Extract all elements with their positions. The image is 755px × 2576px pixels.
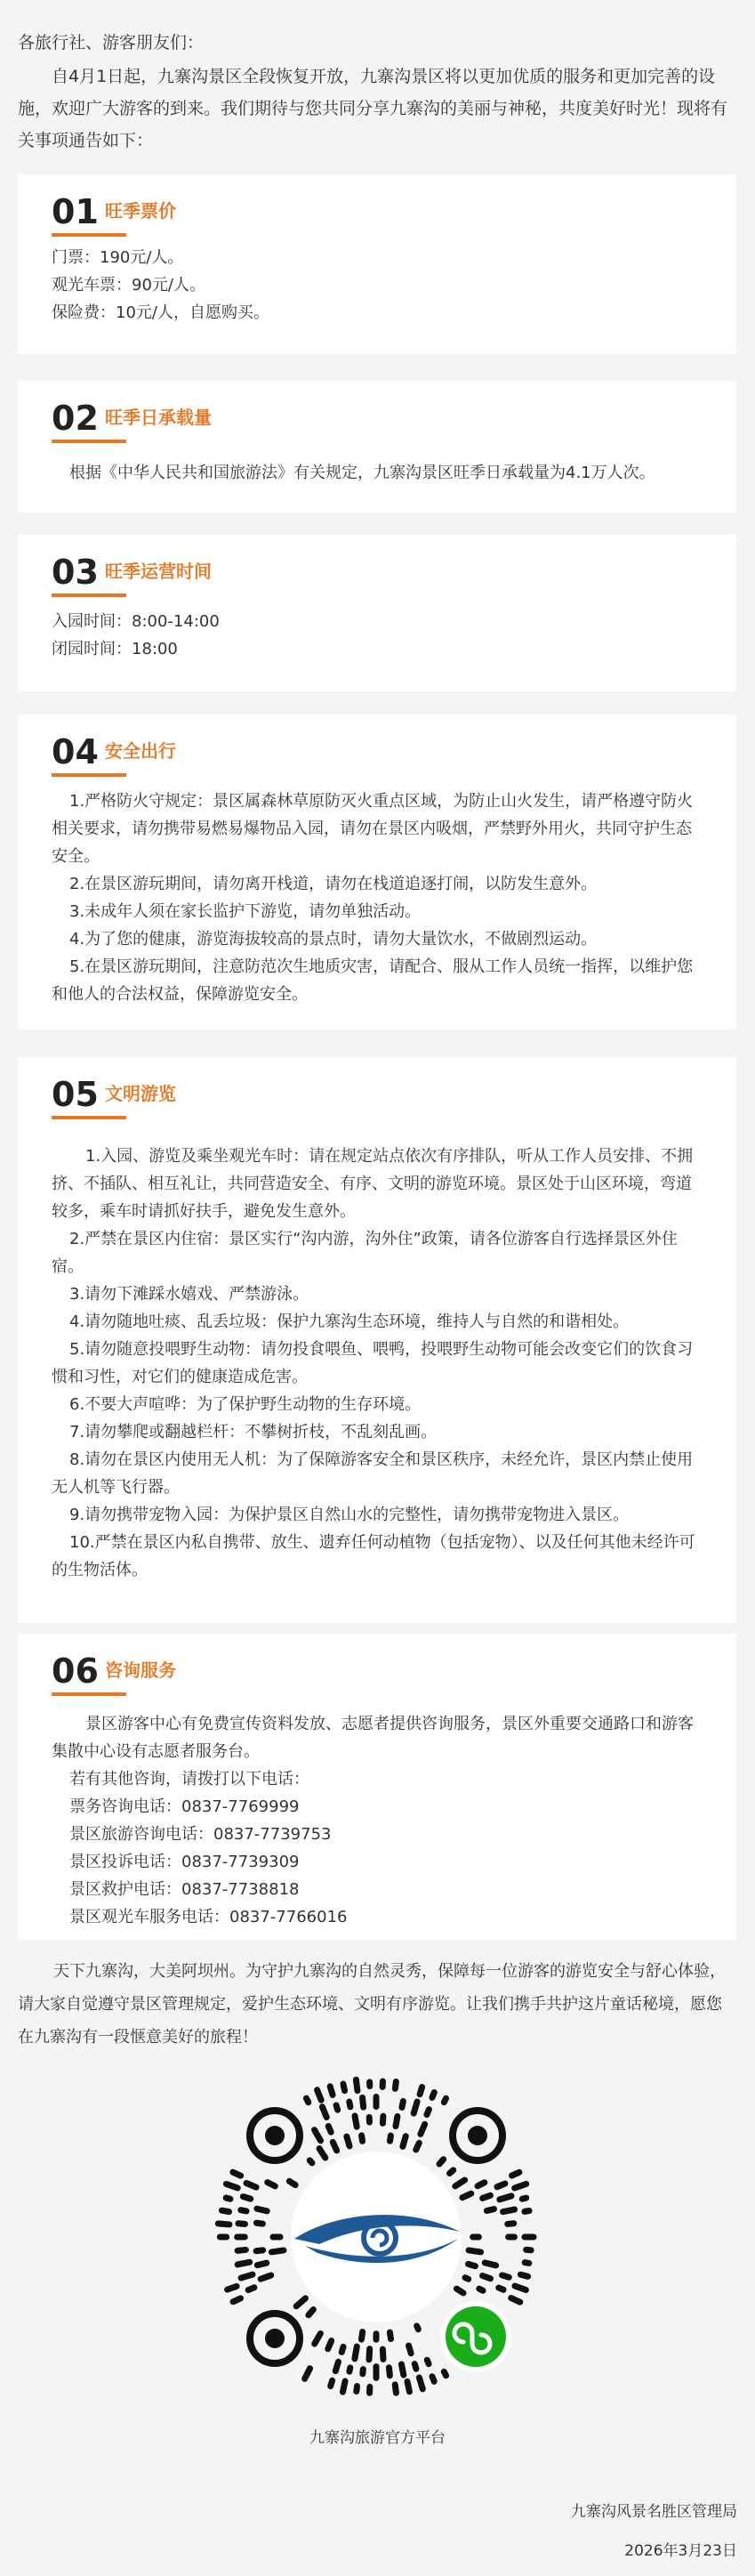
code-dash — [407, 2381, 409, 2391]
section-underline — [52, 440, 126, 443]
code-dash — [248, 2288, 254, 2290]
section-line: 1.严格防火守规定：景区属森林草原防灭火重点区域，为防止山火发生，请严格遵守防火相关要求，请勿携带易燃易爆物品入园，请勿在景区内吸烟，严禁野外用火，共同守护生态安全。 — [52, 792, 694, 866]
code-dash — [395, 2385, 396, 2393]
code-dash — [226, 2184, 237, 2187]
code-dash — [468, 2264, 475, 2265]
code-dash — [343, 2084, 345, 2091]
section-title: 旺季日承载量 — [105, 407, 212, 428]
section-line: 1.入园、游览及乘坐观光车时：请在规定站点依次有序排队，听从工作人员安排、不拥挤、不插队、相互礼让，共同营造安全、有序、文明的游览环境。景区处于山区环境，弯道较多，乘车时请抓好扶手，避免发生意外。 — [52, 1147, 694, 1221]
code-dash — [309, 2310, 313, 2315]
code-caption: 九寨沟旅游官方平台 — [309, 2429, 446, 2447]
finder-top-right — [453, 2111, 502, 2160]
code-dash — [455, 2180, 465, 2186]
code-dash — [228, 2286, 237, 2289]
code-dash — [309, 2160, 312, 2163]
code-dash — [478, 2183, 485, 2186]
code-dash — [362, 2136, 363, 2142]
mini-program-code[interactable] — [202, 2063, 550, 2411]
section-title: 文明游览 — [105, 1083, 176, 1104]
code-dash — [401, 2364, 403, 2375]
code-dash — [331, 2380, 333, 2386]
section-number: 05 — [52, 1075, 99, 1114]
swirl-logo-icon — [291, 2152, 462, 2322]
section-title: 安全出行 — [105, 740, 176, 762]
section-underline — [52, 233, 126, 237]
section-line: 8.请勿在景区内使用无人机：为了保障游客安全和景区秩序，未经允许，景区内禁止使用无人机等飞行器。 — [52, 1450, 694, 1497]
code-dash — [341, 2346, 343, 2352]
code-dash — [289, 2181, 295, 2184]
code-dash — [315, 2130, 321, 2141]
section-title: 咨询服务 — [105, 1659, 176, 1681]
code-dash — [414, 2364, 416, 2370]
section-underline — [52, 1692, 126, 1696]
code-dash — [369, 2349, 370, 2360]
code-dash — [511, 2298, 520, 2303]
closing-paragraph: 天下九寨沟，大美阿坝州。为守护九寨沟的自然灵秀，保障每一位游客的游览安全与舒心体验，请大家自觉遵守景区管理规定，爱护生态环境、文明有序游览。让我们携手共护这片童话秘境，愿您在九寨沟有一段惬意美好的旅程！ — [18, 1962, 726, 2047]
code-dash — [246, 2184, 256, 2188]
mini-program-icon — [440, 2301, 511, 2372]
code-dash — [395, 2081, 396, 2088]
section-line: 5.在景区游玩期间，注意防范次生地质灾害，请配合、服从工作人员统一指挥，以维护您和他人的合法权益，保障游览安全。 — [52, 957, 694, 1004]
code-dash — [520, 2274, 527, 2276]
code-dash — [403, 2136, 406, 2147]
code-dash — [355, 2346, 357, 2359]
code-dash — [421, 2124, 425, 2134]
code-dash — [500, 2196, 511, 2200]
code-dash — [237, 2262, 249, 2265]
code-dash — [347, 2136, 349, 2146]
code-dash — [515, 2184, 526, 2188]
section-line: 4.请勿随地吐痰、乱丢垃圾：保护九寨沟生态环境，维持人与自然的和谐相处。 — [69, 1312, 630, 1331]
code-dash — [389, 2368, 390, 2376]
code-dash — [512, 2172, 519, 2176]
section-card-safety — [18, 715, 736, 1030]
code-dash — [328, 2126, 331, 2132]
code-dash — [522, 2198, 526, 2199]
section-title: 旺季票价 — [105, 200, 176, 222]
code-dash — [315, 2333, 321, 2344]
phone-line: 景区观光车服务电话：0837-7766016 — [69, 1908, 348, 1926]
code-dash — [226, 2198, 230, 2199]
section-line: 观光车票：90元/人。 — [52, 276, 205, 295]
code-dash — [328, 2341, 332, 2349]
section-line: 10.严禁在景区内私自携带、放生、遗弃任何动植物（包括宠物）、以及任何其他未经许可的生物活体。 — [52, 1533, 695, 1579]
code-dash — [508, 2224, 514, 2225]
finder-top-left — [250, 2111, 300, 2160]
code-dash — [361, 2332, 362, 2340]
section-line: 根据《中华人民共和国旅游法》有关规定，九寨沟景区旺季日承载量为4.1万人次。 — [69, 464, 655, 482]
section-card-civilized-tour — [18, 1057, 736, 1623]
code-dash — [525, 2210, 529, 2211]
section-line: 景区游客中心有免费宣传资料发放、志愿者提供咨询服务，景区外重要交通路口和游客集散中心设有志愿者服务台。 — [52, 1715, 694, 1761]
code-dash — [382, 2349, 383, 2359]
section-underline — [52, 1116, 126, 1119]
code-dash — [336, 2105, 338, 2110]
section-line: 入园时间：8:00-14:00 — [52, 612, 220, 631]
code-dash — [525, 2263, 529, 2264]
phone-line: 票务咨询电话：0837-7769999 — [69, 1797, 300, 1816]
code-dash — [306, 2098, 308, 2103]
code-dash — [486, 2209, 494, 2211]
code-dash — [330, 2087, 333, 2096]
code-dash — [502, 2275, 510, 2277]
section-line: 4.为了您的健康，游览海拔较高的景点时，请勿大量饮水，不做剧烈运动。 — [69, 930, 598, 949]
code-dash — [499, 2288, 503, 2289]
code-dash — [409, 2346, 412, 2354]
code-dash — [515, 2286, 526, 2289]
section-number: 06 — [52, 1651, 99, 1691]
phone-line: 景区旅游咨询电话：0837-7739753 — [69, 1825, 332, 1844]
mini-program-code-graphic — [202, 2063, 550, 2411]
phone-line: 景区救护电话：0837-7738818 — [69, 1880, 300, 1899]
code-dash — [469, 2250, 481, 2252]
code-dash — [420, 2087, 422, 2094]
section-title: 旺季运营时间 — [105, 561, 212, 582]
section-line: 2.严禁在景区内住宿：景区实行“沟内游，沟外住”政策，请各位游客自行选择景区外住宿。 — [52, 1230, 678, 1276]
code-dash — [483, 2276, 491, 2279]
section-line: 3.未成年人须在家长监护下游览，请勿单独活动。 — [69, 902, 422, 921]
section-line: 闭园时间：18:00 — [52, 640, 178, 658]
section-number: 01 — [52, 192, 99, 231]
section-underline — [52, 773, 126, 777]
code-dash — [349, 2102, 350, 2107]
code-dash — [233, 2298, 240, 2302]
code-dash — [444, 2098, 446, 2102]
code-dash — [335, 2362, 338, 2370]
code-dash — [497, 2184, 505, 2187]
section-line: 保险费：10元/人，自愿购买。 — [52, 303, 269, 322]
section-line: 7.请勿攀爬或翻越栏杆：不攀树折枝，不乱刻乱画。 — [69, 1423, 438, 1441]
code-dash — [257, 2209, 267, 2211]
code-dash — [218, 2224, 229, 2225]
section-line: 若有其他咨询，请拨打以下电话： — [69, 1770, 309, 1789]
section-number: 03 — [52, 553, 99, 592]
code-dash — [271, 2250, 284, 2252]
code-dash — [243, 2197, 250, 2200]
code-dash — [396, 2116, 398, 2126]
section-card-ticket-prices — [18, 174, 736, 354]
code-dash — [256, 2223, 262, 2224]
code-dash — [444, 2371, 446, 2375]
section-number: 04 — [52, 732, 99, 771]
section-line: 2.在景区游玩期间，请勿离开栈道，请勿在栈道追逐打闹，以防发生意外。 — [69, 875, 598, 893]
code-dash — [256, 2250, 263, 2251]
issue-date: 2026年3月23日 — [624, 2542, 737, 2560]
code-dash — [241, 2274, 253, 2278]
issuer-name: 九寨沟风景名胜区管理局 — [571, 2503, 737, 2521]
code-dash — [355, 2116, 357, 2127]
code-dash — [363, 2097, 364, 2107]
code-dash — [432, 2092, 434, 2097]
code-dash — [417, 2326, 419, 2330]
code-dash — [333, 2142, 336, 2151]
code-dash — [233, 2172, 241, 2176]
section-line: 门票：190元/人。 — [52, 248, 184, 267]
code-dash — [268, 2183, 276, 2186]
code-dash — [317, 2090, 322, 2100]
code-dash — [427, 2360, 429, 2363]
code-dash — [427, 2110, 429, 2115]
code-dash — [363, 2370, 364, 2374]
code-dash — [349, 2368, 350, 2371]
code-dash — [296, 2298, 305, 2306]
code-dash — [419, 2378, 422, 2389]
section-card-consulting-service — [18, 1634, 736, 1940]
code-dash — [342, 2381, 345, 2392]
code-dash — [356, 2079, 357, 2090]
code-dash — [414, 2102, 417, 2113]
code-dash — [261, 2275, 271, 2279]
section-card-daily-capacity — [18, 381, 736, 513]
code-dash — [503, 2209, 515, 2212]
code-dash — [432, 2377, 434, 2382]
code-dash — [456, 2289, 463, 2293]
code-dash — [305, 2369, 310, 2379]
section-line: 5.请勿随意投喂野生动物：请勿投食喂鱼、喂鸭，投喂野生动物可能会改变它们的饮食习惯和习性，对它们的健康造成危害。 — [52, 1340, 694, 1386]
finder-bottom-left — [250, 2314, 300, 2363]
code-dash — [257, 2263, 266, 2265]
code-dash — [319, 2149, 325, 2158]
code-dash — [402, 2101, 403, 2107]
greeting: 各旅行社、游客朋友们： — [18, 33, 205, 52]
code-dash — [322, 2107, 326, 2118]
code-dash — [238, 2224, 245, 2225]
code-dash — [416, 2143, 420, 2150]
code-dash — [465, 2278, 469, 2280]
code-dash — [485, 2263, 495, 2265]
code-dash — [450, 2170, 454, 2174]
section-line: 9.请勿携带宠物入园：为保护景区自然山水的完整性，请勿携带宠物进入景区。 — [69, 1506, 630, 1524]
code-dash — [483, 2195, 491, 2198]
code-dash — [439, 2160, 444, 2164]
code-dash — [237, 2249, 245, 2250]
section-card-operating-hours — [18, 535, 736, 691]
code-dash — [479, 2289, 483, 2290]
code-dash — [221, 2210, 229, 2211]
intro-paragraph: 自4月1日起，九寨沟景区全段恢复开放，九寨沟景区将以更加优质的服务和更加完善的设施，欢迎广大游客的到来。我们期待与您共同分享九寨沟的美丽与神秘，共度美好时光！现将有关事项通告如下： — [18, 67, 728, 150]
code-dash — [241, 2210, 246, 2211]
section-number: 02 — [52, 399, 99, 438]
section-underline — [52, 594, 126, 597]
section-line: 3.请勿下滩踩水嬉戏、严禁游泳。 — [69, 1285, 309, 1304]
intro — [0, 0, 755, 157]
code-dash — [462, 2193, 471, 2197]
phone-line: 景区投诉电话：0837-7739309 — [69, 1853, 300, 1871]
section-line: 6.不要大声喧哗：为了保护野生动物的生存环境。 — [69, 1395, 422, 1414]
